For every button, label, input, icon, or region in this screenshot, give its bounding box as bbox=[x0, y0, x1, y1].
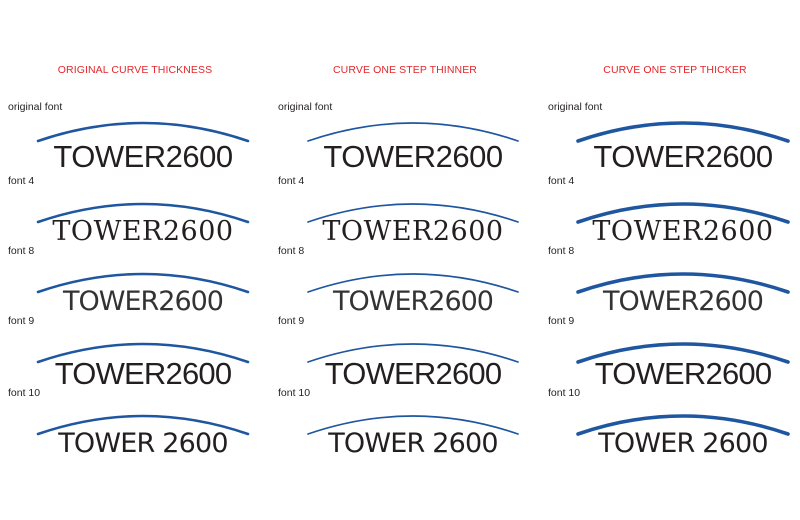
font-label: font 4 bbox=[278, 175, 305, 187]
font-label: font 9 bbox=[8, 315, 35, 327]
logo-variant bbox=[540, 103, 800, 173]
tower2600-wordmark: TOWER2600 bbox=[593, 139, 773, 174]
font-label: font 10 bbox=[8, 387, 41, 399]
tower2600-wordmark: TOWER2600 bbox=[324, 356, 502, 391]
font-label: font 10 bbox=[278, 387, 311, 399]
column-title: ORIGINAL CURVE THICKNESS bbox=[57, 64, 213, 76]
logo-variant bbox=[540, 312, 800, 391]
font-label: original font bbox=[8, 101, 63, 113]
tower2600-wordmark: TOWER2600 bbox=[323, 139, 503, 174]
font-label: font 4 bbox=[8, 175, 35, 187]
tower2600-wordmark: TOWER2600 bbox=[53, 139, 233, 174]
font-label: font 10 bbox=[548, 387, 581, 399]
font-label: font 8 bbox=[548, 245, 575, 257]
tower2600-wordmark: TOWER2600 bbox=[594, 356, 772, 391]
logo-variant bbox=[540, 384, 800, 459]
logo-variant bbox=[0, 103, 270, 173]
tower2600-wordmark: TOWER2600 bbox=[52, 216, 234, 247]
font-label: font 8 bbox=[8, 245, 35, 257]
font-label: font 8 bbox=[278, 245, 305, 257]
logo-variant bbox=[0, 384, 270, 459]
logo-variant bbox=[270, 384, 540, 459]
tower2600-wordmark: TOWER2600 bbox=[333, 286, 493, 317]
column-thicker bbox=[540, 0, 800, 520]
font-label: font 9 bbox=[278, 315, 305, 327]
tower2600-wordmark: TOWER 2600 bbox=[598, 428, 768, 459]
logo-variant bbox=[540, 172, 800, 247]
logo-variant bbox=[0, 312, 270, 391]
tower2600-wordmark: TOWER2600 bbox=[603, 286, 763, 317]
column-title: CURVE ONE STEP THICKER bbox=[603, 64, 747, 76]
column-thinner bbox=[270, 0, 540, 520]
column-title: CURVE ONE STEP THINNER bbox=[333, 64, 477, 76]
tower2600-wordmark: TOWER2600 bbox=[54, 356, 232, 391]
logo-variant bbox=[270, 172, 540, 247]
tower2600-wordmark: TOWER 2600 bbox=[328, 428, 498, 459]
tower2600-wordmark: TOWER 2600 bbox=[58, 428, 228, 459]
tower2600-wordmark: TOWER2600 bbox=[63, 286, 223, 317]
font-label: font 9 bbox=[548, 315, 575, 327]
tower2600-wordmark: TOWER2600 bbox=[322, 216, 504, 247]
logo-variant bbox=[0, 172, 270, 247]
font-label: font 4 bbox=[548, 175, 575, 187]
font-label: original font bbox=[278, 101, 333, 113]
logo-variant bbox=[270, 242, 540, 317]
font-label: original font bbox=[548, 101, 603, 113]
logo-variant bbox=[270, 312, 540, 391]
column-original bbox=[0, 0, 270, 520]
logo-variant bbox=[270, 103, 540, 173]
logo-variant bbox=[0, 242, 270, 317]
logo-variant bbox=[540, 242, 800, 317]
tower2600-wordmark: TOWER2600 bbox=[592, 216, 774, 247]
